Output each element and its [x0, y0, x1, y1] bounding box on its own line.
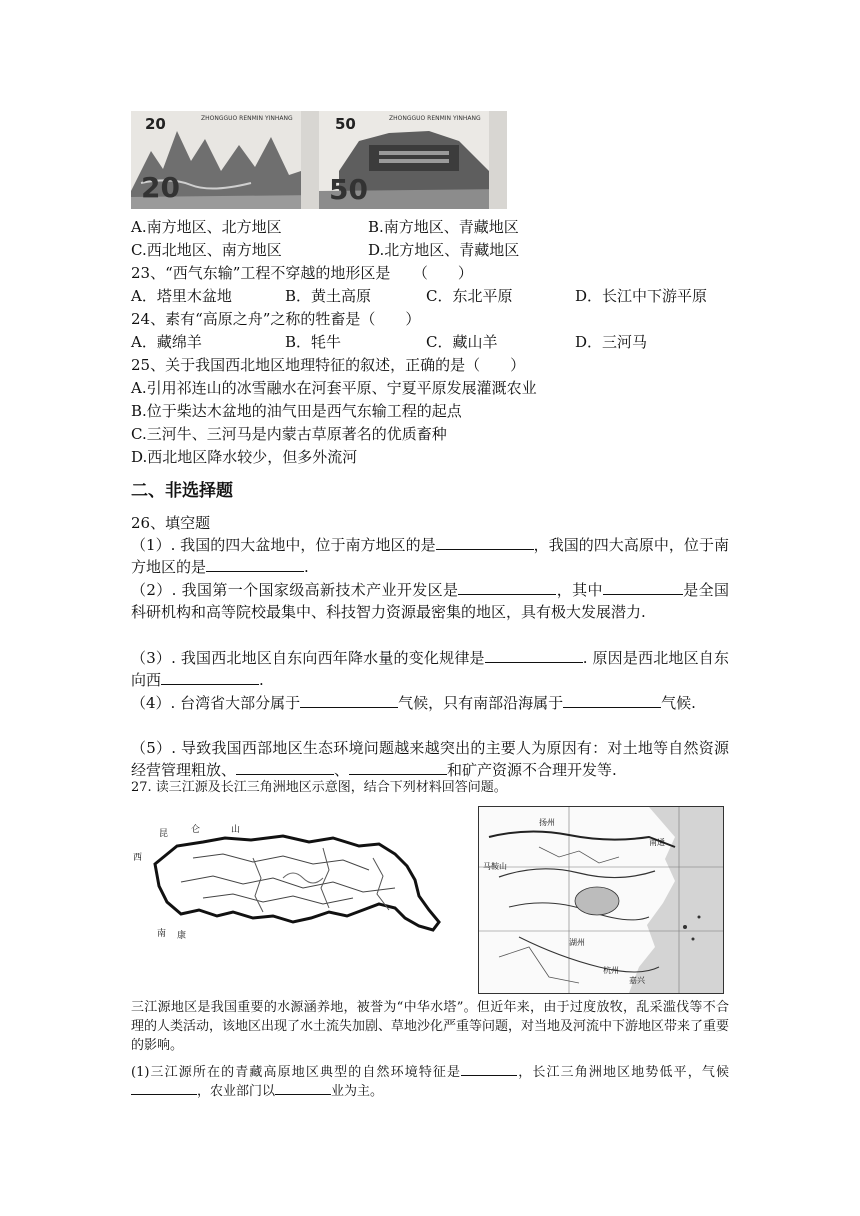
q27-part1-text-b: ，长江三角洲地区地势低平，气候	[517, 1065, 729, 1080]
q25-option-c: C.三河牛、三河马是内蒙古草原著名的优质畜种	[131, 425, 447, 443]
q26-part2-text-c: 是全国科研机构和高等院校最集中、科技智力资源最密集的地区，具有极大发展潜力.	[131, 581, 729, 621]
map-left-label-6: 康	[177, 931, 187, 941]
map-right-label-3: 扬州	[539, 818, 555, 827]
banknote-50-image	[319, 111, 507, 209]
q27-part1-text-d: 业为主。	[331, 1084, 384, 1099]
q26-part5-text-b: 、	[334, 761, 350, 779]
q26-part1-text-c: .	[304, 558, 309, 576]
sanjiangyuan-map	[133, 818, 453, 948]
q27-blank-3[interactable]	[275, 1082, 331, 1095]
q27-material: 三江源地区是我国重要的水源涵养地，被誉为“中华水塔”。但近年来，由于过度放牧，乱采滥伐等不合理的人类活动，该地区出现了水土流失加剧、草地沙化严重等问题，对当地及河流中下游地区带来了重要的影响。	[131, 1000, 730, 1053]
banknote-20-image	[131, 111, 319, 209]
q26-blank-7[interactable]	[300, 693, 398, 708]
q22-option-a: A.南方地区、北方地区	[131, 218, 282, 236]
banknote-50-caption: ZHONGGUO RENMIN YINHANG	[389, 115, 481, 122]
map-left-label-5: 南	[157, 929, 167, 939]
q26-part4-text-b: 气候，只有南部沿海属于	[398, 694, 564, 712]
q26-part4	[131, 692, 729, 714]
q26-blank-4[interactable]	[603, 580, 683, 595]
q27-part1-text-c: ，农业部门以	[197, 1084, 276, 1099]
q25-option-d: D.西北地区降水较少，但多外流河	[131, 448, 358, 466]
q26-part3	[131, 647, 729, 691]
q22-option-b: B.南方地区、青藏地区	[368, 218, 519, 236]
q22-option-c: C.西北地区、南方地区	[131, 241, 282, 259]
q26-part2-text-b: ，其中	[556, 581, 603, 599]
q26-part1-text-b: ，我国的四大高原中，位于南方地区的是	[131, 536, 729, 576]
q27-blank-1[interactable]	[461, 1063, 517, 1076]
q26-part1	[131, 534, 729, 578]
q26-part3-text-c: .	[259, 671, 264, 689]
q24-stem: 24、素有“高原之舟”之称的牲畜是（ ）	[131, 310, 421, 328]
q26-blank-10[interactable]	[349, 760, 447, 775]
q26-part4-text-a: （4）. 台湾省大部分属于	[131, 694, 301, 712]
q26-part2-text-a: （2）. 我国第一个国家级高新技术产业开发区是	[131, 581, 459, 599]
map-left-label-4: 西	[133, 853, 143, 863]
map-left-label-3: 山	[231, 825, 241, 835]
q26-stem: 26、填空题	[131, 514, 211, 532]
map-left-label-2: 仑	[191, 825, 201, 835]
q27-blank-2[interactable]	[131, 1082, 197, 1095]
q23-option-c: C．东北平原	[426, 287, 513, 305]
q24-option-d: D．三河马	[575, 333, 648, 351]
q24-option-a: A．藏绵羊	[131, 333, 202, 351]
banknote-20-value-big: 20	[141, 171, 180, 204]
q26-blank-9[interactable]	[236, 760, 334, 775]
q25-stem: 25、关于我国西北地区地理特征的叙述，正确的是（ ）	[131, 356, 526, 374]
q26-blank-3[interactable]	[458, 580, 556, 595]
q23-option-b: B．黄土高原	[285, 287, 372, 305]
q26-part3-text-a: （3）. 我国西北地区自东向西年降水量的变化规律是	[131, 649, 485, 667]
map-right-label-2: 南通	[649, 838, 665, 847]
q26-part4-text-c: 气候.	[661, 694, 696, 712]
yangtze-delta-map	[478, 806, 724, 994]
q27-part1	[131, 1063, 729, 1101]
banknote-20-value-top: 20	[145, 115, 166, 133]
map-right-label-6: 嘉兴	[629, 976, 645, 985]
q27-part1-text-a: (1)三江源所在的青藏高原地区典型的自然环境特征是	[131, 1065, 462, 1080]
q26-part1-text-a: （1）. 我国的四大盆地中，位于南方地区的是	[131, 536, 436, 554]
q24-option-c: C．藏山羊	[426, 333, 498, 351]
banknote-20-caption: ZHONGGUO RENMIN YINHANG	[201, 115, 293, 122]
q26-part3-text-b: . 原因是西北地区自东向西	[131, 649, 729, 689]
q23-stem: 23、“西气东输”工程不穿越的地形区是 （ ）	[131, 264, 473, 282]
map-right-label-1: 杭州	[603, 966, 619, 975]
q25-option-b: B.位于柴达木盆地的油气田是西气东输工程的起点	[131, 402, 462, 420]
map-right-label-4: 马鞍山	[483, 862, 507, 871]
q26-blank-8[interactable]	[563, 693, 661, 708]
banknote-50-value-top: 50	[335, 115, 356, 133]
yangtze-delta-map-graphic	[479, 807, 723, 993]
q24-option-b: B．牦牛	[285, 333, 342, 351]
q23-option-a: A．塔里木盆地	[131, 287, 232, 305]
map-right-label-5: 湖州	[569, 938, 585, 947]
q27-stem: 27. 读三江源及长江三角洲地区示意图，结合下列材料回答问题。	[131, 780, 507, 795]
map-left-label-1: 昆	[159, 829, 169, 839]
banknote-50-value-big: 50	[329, 173, 368, 206]
q26-blank-1[interactable]	[436, 535, 534, 550]
section-heading: 二、非选择题	[131, 481, 233, 501]
q26-part5	[131, 737, 729, 781]
q26-part5-text-a: （5）. 导致我国西部地区生态环境问题越来越突出的主要人为原因有：对土地等自然资源经营管理粗放、	[131, 739, 729, 779]
q26-part2	[131, 579, 729, 623]
q26-part5-text-c: 和矿产资源不合理开发等.	[447, 761, 617, 779]
q23-option-d: D．长江中下游平原	[575, 287, 708, 305]
q26-blank-2[interactable]	[206, 557, 304, 572]
q26-blank-5[interactable]	[485, 648, 583, 663]
q22-option-d: D.北方地区、青藏地区	[368, 241, 520, 259]
q25-option-a: A.引用祁连山的冰雪融水在河套平原、宁夏平原发展灌溉农业	[131, 379, 537, 397]
q26-blank-6[interactable]	[161, 670, 259, 685]
